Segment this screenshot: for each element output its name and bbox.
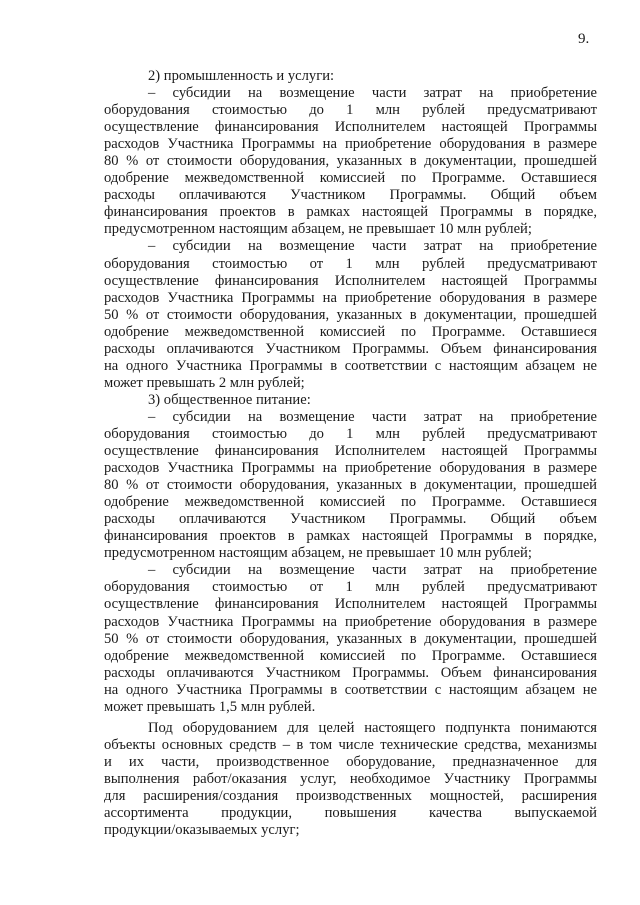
text-line: расходов Участника Программы на приобретение оборудования в размере xyxy=(104,613,597,630)
text-line: – субсидии на возмещение части затрат на приобретение xyxy=(148,408,597,425)
text-line: – субсидии на возмещение части затрат на приобретение xyxy=(148,562,597,579)
text-line: одобрение межведомственной комиссией по Программе. Оставшиеся xyxy=(104,323,597,340)
text-line: – субсидии на возмещение части затрат на приобретение xyxy=(148,238,597,255)
text-line: одобрение межведомственной комиссией по Программе. Оставшиеся xyxy=(104,170,597,187)
text-line: выполнения работ/оказания услуг, необходимое Участнику Программы xyxy=(104,770,597,787)
text-line: расходы оплачиваются Участником Программы. Объем финансирования xyxy=(104,664,597,681)
text-line: оборудования стоимостью до 1 млн рублей предусматривают xyxy=(104,102,597,119)
text-line: финансирования проектов в рамках настоящей Программы в порядке, xyxy=(104,204,597,221)
text-line: может превышать 2 млн рублей; xyxy=(104,374,305,391)
text-line: расходов Участника Программы на приобретение оборудования в размере xyxy=(104,460,597,477)
page-number: 9. xyxy=(578,31,590,47)
text-line: ассортимента продукции, повышения качества выпускаемой xyxy=(104,805,597,822)
text-line: может превышать 1,5 млн рублей. xyxy=(104,698,316,715)
text-line: осуществление финансирования Исполнителем настоящей Программы xyxy=(104,119,597,136)
text-line: оборудования стоимостью до 1 млн рублей предусматривают xyxy=(104,425,597,442)
text-line: на одного Участника Программы в соответствии с настоящим абзацем не xyxy=(104,681,597,698)
text-line: 2) промышленность и услуги: xyxy=(148,68,335,84)
text-line: осуществление финансирования Исполнителем настоящей Программы xyxy=(104,443,597,460)
text-line: 80 % от стоимости оборудования, указанных в документации, прошедшей xyxy=(104,153,597,170)
text-line: продукции/оказываемых услуг; xyxy=(104,822,300,839)
text-line: расходов Участника Программы на приобретение оборудования в размере xyxy=(104,136,597,153)
text-line: расходы оплачиваются Участником Программы. Общий объем xyxy=(104,187,597,204)
text-line: финансирования проектов в рамках настоящей Программы в порядке, xyxy=(104,528,597,545)
text-line: – субсидии на возмещение части затрат на приобретение xyxy=(148,85,597,102)
text-line: на одного Участника Программы в соответствии с настоящим абзацем не xyxy=(104,357,597,374)
text-line: расходы оплачиваются Участником Программы. Общий объем xyxy=(104,511,597,528)
text-line: 80 % от стоимости оборудования, указанных в документации, прошедшей xyxy=(104,477,597,494)
text-line: 50 % от стоимости оборудования, указанных в документации, прошедшей xyxy=(104,306,597,323)
text-line: предусмотренном настоящим абзацем, не превышает 10 млн рублей; xyxy=(104,545,532,562)
text-line: для расширения/создания производственных мощностей, расширения xyxy=(104,787,597,804)
text-line: предусмотренном настоящим абзацем, не превышает 10 млн рублей; xyxy=(104,221,532,238)
text-line: оборудования стоимостью от 1 млн рублей предусматривают xyxy=(104,579,597,596)
text-line: одобрение межведомственной комиссией по Программе. Оставшиеся xyxy=(104,494,597,511)
text-line: 50 % от стоимости оборудования, указанных в документации, прошедшей xyxy=(104,630,597,647)
text-line: расходов Участника Программы на приобретение оборудования в размере xyxy=(104,289,597,306)
document-body xyxy=(104,68,597,839)
text-line: осуществление финансирования Исполнителем настоящей Программы xyxy=(104,596,597,613)
text-line: и их части, производственное оборудование, предназначенное для xyxy=(104,753,597,770)
text-line: расходы оплачиваются Участником Программы. Объем финансирования xyxy=(104,340,597,357)
text-line: одобрение межведомственной комиссией по Программе. Оставшиеся xyxy=(104,647,597,664)
text-line: оборудования стоимостью от 1 млн рублей предусматривают xyxy=(104,255,597,272)
text-line: объекты основных средств – в том числе технические средства, механизмы xyxy=(104,736,597,753)
text-line: осуществление финансирования Исполнителем настоящей Программы xyxy=(104,272,597,289)
text-line: Под оборудованием для целей настоящего подпункта понимаются xyxy=(148,719,597,736)
text-line: 3) общественное питание: xyxy=(148,391,311,408)
